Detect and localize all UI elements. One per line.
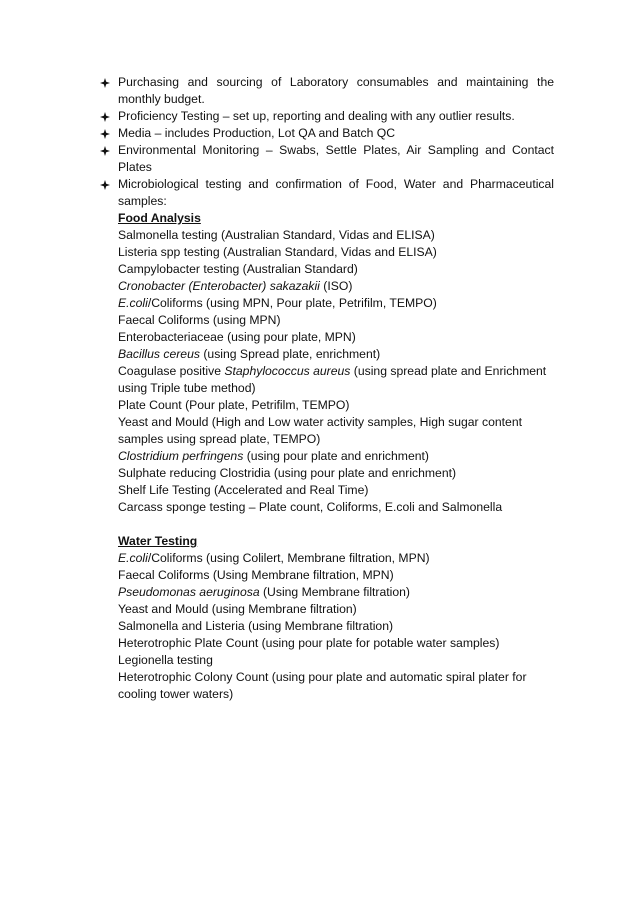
list-item <box>118 227 554 244</box>
list-item <box>118 652 554 669</box>
item-text: Carcass sponge testing – Plate count, Coliforms, E.coli and Salmonella <box>118 500 503 514</box>
water-testing-heading: Water Testing <box>118 534 198 548</box>
food-analysis-section <box>118 210 554 516</box>
diamond-bullet-icon <box>99 176 111 193</box>
item-text: Faecal Coliforms (Using Membrane filtration, MPN) <box>118 568 394 582</box>
list-item <box>118 295 554 312</box>
item-text: Listeria spp testing (Australian Standard, Vidas and ELISA) <box>118 245 437 259</box>
item-text: /Coliforms (using Colilert, Membrane filtration, MPN) <box>147 551 430 565</box>
bullet-item <box>99 125 554 142</box>
item-text: Shelf Life Testing (Accelerated and Real Time) <box>118 483 369 497</box>
item-text: Heterotrophic Colony Count (using pour plate and automatic spiral plater for cooling tower waters) <box>118 670 527 701</box>
item-organism-name: Bacillus cereus <box>118 347 200 361</box>
item-text: Legionella testing <box>118 653 213 667</box>
list-item <box>118 278 554 295</box>
list-item <box>118 244 554 261</box>
bullet-text: Purchasing and sourcing of Laboratory consumables and maintaining the monthly budget. <box>118 75 554 106</box>
item-organism-name: Clostridium perfringens <box>118 449 244 463</box>
list-item <box>118 635 554 652</box>
item-organism-name: Staphylococcus aureus <box>224 364 351 378</box>
diamond-bullet-icon <box>99 108 111 125</box>
item-text: Salmonella testing (Australian Standard, Vidas and ELISA) <box>118 228 435 242</box>
water-testing-section <box>118 533 554 703</box>
section-spacer <box>99 516 554 533</box>
diamond-bullet-icon <box>99 74 111 91</box>
item-text: (using spread plate and Enrichment using Triple tube method) <box>118 364 547 395</box>
list-item <box>118 312 554 329</box>
item-text: (ISO) <box>319 279 353 293</box>
item-text: (Using Membrane filtration) <box>259 585 410 599</box>
food-analysis-heading: Food Analysis <box>118 211 201 225</box>
item-text: Heterotrophic Plate Count (using pour plate for potable water samples) <box>118 636 500 650</box>
item-text: Sulphate reducing Clostridia (using pour plate and enrichment) <box>118 466 457 480</box>
list-item <box>118 397 554 414</box>
list-item <box>118 550 554 567</box>
list-item <box>118 448 554 465</box>
list-item <box>118 329 554 346</box>
item-text: /Coliforms (using MPN, Pour plate, Petrifilm, TEMPO) <box>147 296 437 310</box>
bullet-item <box>99 108 554 125</box>
bullet-text: Environmental Monitoring – Swabs, Settle Plates, Air Sampling and Contact Plates <box>118 143 554 174</box>
diamond-bullet-icon <box>99 142 111 159</box>
water-testing-list <box>118 550 554 703</box>
item-text: (using Spread plate, enrichment) <box>199 347 381 361</box>
list-item <box>118 618 554 635</box>
list-item <box>118 601 554 618</box>
list-item <box>118 363 554 397</box>
bullet-item <box>99 142 554 176</box>
list-item <box>118 669 554 703</box>
bullet-text: Proficiency Testing – set up, reporting and dealing with any outlier results. <box>118 109 515 123</box>
item-text: (using pour plate and enrichment) <box>243 449 429 463</box>
item-text: Plate Count (Pour plate, Petrifilm, TEMPO) <box>118 398 350 412</box>
item-organism-name: Pseudomonas aeruginosa <box>118 585 260 599</box>
item-text: Campylobacter testing (Australian Standard) <box>118 262 358 276</box>
item-organism-name: E.coli <box>118 551 148 565</box>
item-text: Faecal Coliforms (using MPN) <box>118 313 281 327</box>
list-item <box>118 465 554 482</box>
bullet-item <box>99 74 554 108</box>
bullet-item <box>99 176 554 210</box>
list-item <box>118 346 554 363</box>
list-item <box>118 261 554 278</box>
bullet-text: Media – includes Production, Lot QA and Batch QC <box>118 126 396 140</box>
bullet-list <box>99 74 554 703</box>
item-text: Enterobacteriaceae (using pour plate, MPN) <box>118 330 356 344</box>
list-item <box>118 567 554 584</box>
item-text: Salmonella and Listeria (using Membrane filtration) <box>118 619 394 633</box>
item-organism-name: Cronobacter (Enterobacter) sakazakii <box>118 279 320 293</box>
item-organism-name: E.coli <box>118 296 148 310</box>
list-item <box>118 414 554 448</box>
food-analysis-list <box>118 227 554 516</box>
item-text: Yeast and Mould (High and Low water activity samples, High sugar content samples using spread plate, TEMPO) <box>118 415 522 446</box>
list-item <box>118 482 554 499</box>
item-text: Coagulase positive <box>118 364 225 378</box>
diamond-bullet-icon <box>99 125 111 142</box>
list-item <box>118 499 554 516</box>
item-text: Yeast and Mould (using Membrane filtration) <box>118 602 357 616</box>
bullet-text: Microbiological testing and confirmation of Food, Water and Pharmaceutical samples: <box>118 177 554 208</box>
list-item <box>118 584 554 601</box>
